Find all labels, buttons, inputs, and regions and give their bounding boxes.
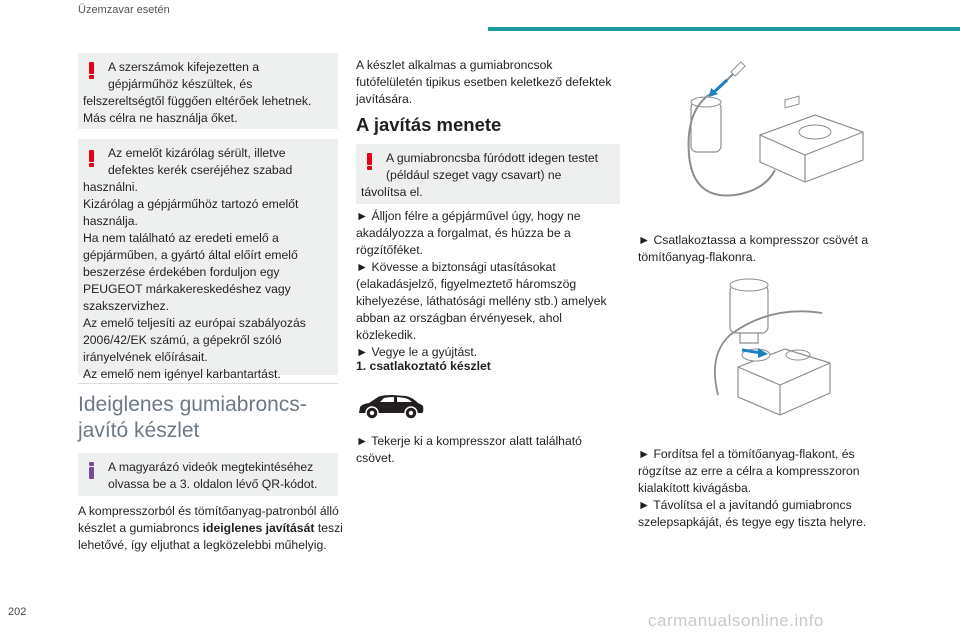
car-suv-icon: [356, 391, 426, 423]
info-icon: [89, 462, 94, 479]
section-divider: [78, 383, 338, 384]
unwind-hose-step: ► Tekerje ki a kompresszor alatt található csövet.: [356, 434, 582, 465]
warning-icon: [367, 153, 372, 170]
warning-line: Ha nem található az eredeti emelő a: [83, 231, 279, 245]
warning-line: szakszervizhez.: [83, 299, 170, 313]
emphasis-temporary-repair: ideiglenes javítását: [202, 521, 315, 535]
warning-icon: [89, 150, 94, 167]
warning-line: gépjárműben, a gyártó által előírt emelő: [83, 248, 298, 262]
repair-heading: A javítás menete: [356, 114, 502, 135]
compressor-hose-illustration: [665, 60, 875, 215]
kit-description: A kompresszorból és tömítőanyag-patronból álló készlet a gumiabroncs ideiglenes javítását teszi lehetővé, így eljuthat a legközelebbi műhelyig.: [78, 504, 343, 552]
watermark: carmanualsonline.info: [648, 611, 824, 630]
page-header-title: Üzemzavar esetén: [78, 4, 170, 16]
warning-lead: Az emelőt kizárólag sérült, illetve: [108, 146, 286, 160]
connect-hose-caption: ► Csatlakoztassa a kompresszor csövét a tömítőanyag-flakonra.: [638, 233, 869, 264]
warning-line: PEUGEOT márkakereskedéshez vagy: [83, 282, 291, 296]
invert-bottle-caption: ► Fordítsa fel a tömítőanyag-flakont, és rögzítse az erre a célra a kompresszoron kialakított kivágásba. ► Távolítsa el a javítandó gumiabroncs szelepsapkáját, és tegye egy tiszta helyre.: [638, 447, 867, 529]
info-lead: A magyarázó videók megtekintéséhez: [108, 460, 314, 474]
sealant-bottle-illustration: [690, 275, 840, 435]
warning-lead: A szerszámok kifejezetten a: [108, 60, 260, 74]
warning-line: Az emelő teljesíti az európai szabályozás: [83, 316, 306, 330]
warning-box-tools: [78, 53, 338, 129]
warning-line: 2006/42/EK számú, a gépekről szóló: [83, 333, 282, 347]
intro-paragraph: A készlet alkalmas a gumiabroncsok futófelületén tipikus esetben keletkező defektek javítására.: [356, 58, 612, 106]
warning-icon: [89, 62, 94, 79]
warning-line: használja.: [83, 214, 138, 228]
page-number: 202: [8, 606, 27, 618]
warning-line: felszereltségtől függően eltérőek lehetnek.: [83, 94, 312, 108]
safety-steps: ► Álljon félre a gépjárművel úgy, hogy ne akadályozza a forgalmat, és húzza be a rögzítőféket. ► Kövesse a biztonsági utasításokat (elakadásjelző, figyelmeztető háromszög kihelyezése, láthatósági mellény stb.) amelyek abban az országban érvényesek, ahol közlekedik. ► Vegye le a gyújtást.: [356, 209, 607, 359]
warning-line: beszerzése érdekében forduljon egy: [83, 265, 280, 279]
warning-line: használni.: [83, 180, 138, 194]
info-line: olvassa be a 3. oldalon lévő QR-kódot.: [108, 477, 318, 491]
warning-line: Más célra ne használja őket.: [83, 111, 238, 125]
warning-line: Kizárólag a gépjárműhöz tartozó emelőt: [83, 197, 299, 211]
warning-line: defektes kerék cseréjéhez szabad: [108, 163, 293, 177]
warning-line: irányelvének előírásait.: [83, 350, 208, 364]
kit-subheading: 1. csatlakoztató készlet: [356, 359, 491, 373]
warning-line: Az emelő nem igényel karbantartást.: [83, 367, 281, 381]
header-accent-bar: [488, 27, 960, 31]
warning-box-foreign-object: A gumiabroncsba fúródott idegen testet (például szeget vagy csavart) ne távolítsa el.: [356, 144, 620, 204]
warning-line: gépjárműhöz készültek, és: [108, 77, 253, 91]
warning-box-jack: [78, 139, 338, 381]
section-title: Ideiglenes gumiabroncs- javító készlet: [78, 393, 307, 442]
info-box-qr: [78, 453, 338, 496]
